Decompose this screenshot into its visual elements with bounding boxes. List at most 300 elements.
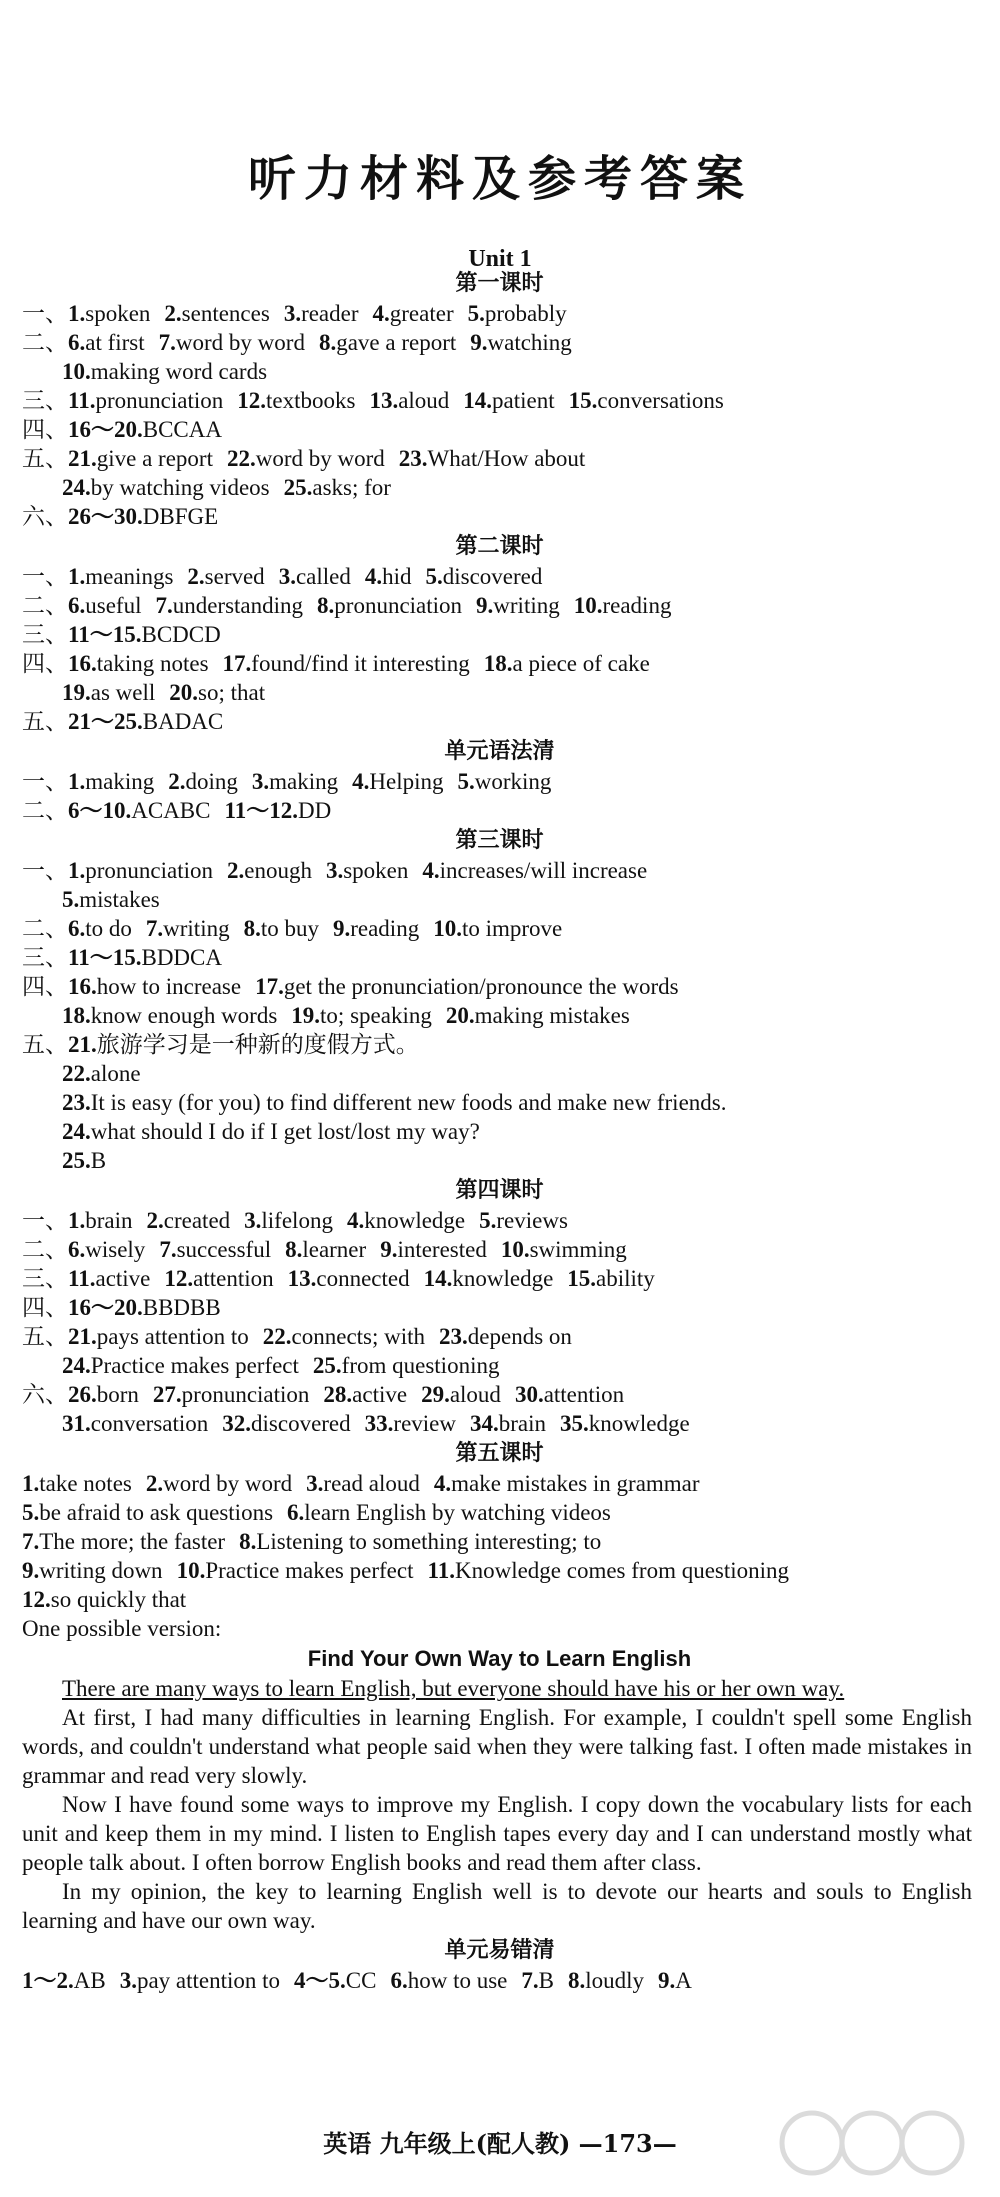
answer-line [22,1146,977,1175]
answer-text: pay attention to [136,1968,281,1993]
question-group-prefix: 六、 [22,1382,68,1407]
question-number: 8. [567,1968,586,1993]
answer-text: knowledge [364,1208,466,1233]
answer-item [22,1529,225,1554]
answer-text: active [95,1266,151,1291]
question-number: 8. [317,593,335,618]
answer-item [187,564,264,589]
answer-text: spoken [85,301,151,326]
question-number: 21. [68,446,97,471]
answer-text: attention [193,1266,274,1291]
answer-item [62,1061,141,1086]
question-number: 23. [62,1090,91,1115]
answer-line [22,1409,977,1438]
answer-text: how to use [407,1968,508,1993]
question-number: 27. [152,1382,182,1407]
answer-item [22,1587,186,1612]
answer-text: mistakes [79,887,160,912]
answer-item [279,564,351,589]
answer-line [22,1556,977,1585]
answer-line [22,943,977,972]
answer-item [22,1500,273,1525]
question-number: 20. [445,1003,475,1028]
answer-text: making mistakes [474,1003,630,1028]
answer-item [424,1266,554,1291]
question-number: 11～15. [68,622,142,647]
answer-line [22,1966,977,1995]
answer-line [22,1264,977,1293]
answer-line [22,357,977,386]
question-number: 7. [158,330,176,355]
question-number: 17. [255,974,284,999]
answer-text: from questioning [341,1353,500,1378]
question-group-prefix: 六、 [22,504,68,529]
answer-text: 旅游学习是一种新的度假方式。 [96,1032,419,1057]
question-number: 12. [22,1587,51,1612]
answer-line [22,767,977,796]
answer-item [62,680,155,705]
answer-line [22,1585,977,1614]
answer-item [225,798,332,823]
question-number: 5. [22,1500,40,1525]
question-number: 10. [500,1237,530,1262]
answer-item [22,1558,163,1583]
question-number: 1. [22,1471,40,1496]
answer-text: reviews [496,1208,568,1233]
answer-text: wisely [85,1237,146,1262]
answer-text: sentences [181,301,270,326]
answer-text: pronunciation [95,388,224,413]
answer-text: pronunciation [181,1382,310,1407]
answer-text: reader [301,301,359,326]
question-number: 25. [283,475,313,500]
question-number: 6. [68,593,86,618]
question-group-prefix: 一、 [22,858,68,883]
section-heading: 单元易错清 [444,1938,555,1963]
answer-item [153,1382,310,1407]
answer-text: alone [90,1061,141,1086]
answer-text: to; speaking [320,1003,432,1028]
answer-line [22,796,977,825]
question-number: 16～20. [68,1295,143,1320]
answer-text: BBDBB [142,1295,221,1320]
answer-item [323,1382,407,1407]
answer-item [155,593,303,618]
answer-text: making word cards [90,359,268,384]
answer-item [22,1968,106,1993]
answer-item [287,1500,611,1525]
answer-item [239,1529,601,1554]
answer-item [284,301,359,326]
question-number: 8. [285,1237,303,1262]
question-number: 12. [164,1266,194,1291]
page-title: 听力材料及参考答案 [247,151,752,207]
answer-item [468,301,567,326]
question-number: 16. [68,651,97,676]
answer-text: Practice makes perfect [90,1353,299,1378]
answer-text: by watching videos [90,475,270,500]
question-number: 19. [291,1003,321,1028]
question-number: 30. [514,1382,544,1407]
question-group-prefix: 五、 [22,1324,68,1349]
question-number: 7. [145,916,164,941]
question-number: 9. [22,1558,40,1583]
answer-text: knowledge [588,1411,690,1436]
answer-line [22,1030,977,1059]
answer-item [294,1968,376,1993]
answer-text: B [538,1968,554,1993]
answer-item [288,1266,410,1291]
answer-item [223,651,470,676]
answer-item [352,769,443,794]
question-number: 4～5. [294,1968,346,1993]
question-number: 9. [470,330,488,355]
answer-item [146,1471,292,1496]
question-number: 10. [176,1558,206,1583]
answer-item [68,651,209,676]
question-number: 1～2. [22,1968,74,1993]
answer-item [470,330,572,355]
answer-line [22,856,977,885]
answer-line [22,415,977,444]
answer-text: increases/will increase [439,858,648,883]
question-number: 2. [187,564,205,589]
answer-text: to do [85,916,132,941]
question-number: 21. [68,1324,97,1349]
answer-text: conversation [90,1411,209,1436]
question-number: 4. [433,1471,452,1496]
answer-text: writing [493,593,560,618]
answer-item [68,301,150,326]
section-heading: 第三课时 [455,828,544,853]
question-group-prefix: 三、 [22,1266,68,1291]
question-number: 9. [658,1968,676,1993]
question-number: 8. [239,1529,257,1554]
question-group-prefix: 一、 [22,301,68,326]
answer-line [22,1469,977,1498]
question-number: 2. [146,1208,164,1233]
answer-text: brain [85,1208,133,1233]
question-number: 28. [323,1382,353,1407]
answer-text: taking notes [96,651,209,676]
answer-item [22,1616,221,1641]
question-number: 1. [68,1208,86,1233]
answer-item [326,858,408,883]
answer-text: get the pronunciation/pronounce the words [283,974,679,999]
answer-text: review [393,1411,456,1436]
answer-text: AB [73,1968,106,1993]
essay-paragraph: There are many ways to learn English, but everyone should have his or her own way. [62,1676,845,1701]
answer-line [22,1059,977,1088]
answer-text: pronunciation [85,858,213,883]
question-number: 1. [68,858,86,883]
answer-text: how to increase [96,974,242,999]
answer-text: BCDCD [141,622,221,647]
question-group-prefix: 二、 [22,1237,68,1262]
answer-item [291,1003,432,1028]
answer-text: BCCAA [142,417,222,442]
answer-text: served [204,564,265,589]
answer-text: a piece of cake [512,651,650,676]
answer-item [68,945,222,970]
question-number: 2. [227,858,245,883]
answer-item [68,417,222,442]
answer-line [22,1117,977,1146]
question-number: 10. [62,359,91,384]
question-number: 22. [262,1324,292,1349]
answer-text: so; that [198,680,266,705]
question-number: 13. [287,1266,317,1291]
answer-text: spoken [343,858,409,883]
question-number: 5. [467,301,485,326]
answer-item [68,446,213,471]
answer-text: word by word [255,446,385,471]
question-number: 24. [62,1353,91,1378]
answer-text: reading [602,593,672,618]
answer-item [380,1237,487,1262]
answer-text: give a report [96,446,213,471]
question-group-prefix: 四、 [22,974,68,999]
question-number: 14. [423,1266,453,1291]
answer-item [284,475,391,500]
answer-item [68,1324,249,1349]
answer-item [62,1148,106,1173]
question-number: 11. [427,1558,455,1583]
question-number: 34. [469,1411,499,1436]
question-number: 15. [567,1266,597,1291]
answer-item [68,388,223,413]
question-number: 33. [364,1411,394,1436]
answer-text: to improve [461,916,563,941]
answer-item [168,769,238,794]
answer-item [146,916,230,941]
answer-text: It is easy (for you) to find different new foods and make new friends. [90,1090,727,1115]
question-number: 21～25. [68,709,143,734]
answer-text: found/find it interesting [251,651,470,676]
essay-paragraph: Now I have found some ways to improve my English. I copy down the vocabulary lists for each unit and keep them in my mind. I listen to English tapes every day and I can understand mostly what people talk about. I often borrow English books and read them after class. [22,1792,972,1875]
answer-item [62,1353,299,1378]
answer-item [521,1968,554,1993]
answer-text: patient [492,388,555,413]
answer-text: reading [350,916,420,941]
answer-item [68,1237,145,1262]
question-number: 8. [243,916,261,941]
question-number: 22. [226,446,256,471]
answer-line [22,914,977,943]
question-number: 20. [169,680,199,705]
question-number: 25. [62,1148,91,1173]
answer-item [317,593,462,618]
answer-item [255,974,678,999]
answer-text: be afraid to ask questions [39,1500,274,1525]
answer-item [567,1266,655,1291]
answer-line [22,1380,977,1409]
answer-item [252,769,338,794]
question-number: 6. [68,1237,86,1262]
question-group-prefix: 二、 [22,916,68,941]
question-group-prefix: 二、 [22,798,68,823]
question-number: 11～15. [68,945,142,970]
answer-item [120,1968,280,1993]
answer-item [68,858,213,883]
answer-item [68,798,211,823]
answer-item [446,1003,630,1028]
question-group-prefix: 四、 [22,417,68,442]
question-number: 3. [251,769,270,794]
answer-line [22,562,977,591]
answer-line [22,1498,977,1527]
question-number: 4. [346,1208,365,1233]
answer-item [68,564,173,589]
answer-item [244,916,319,941]
question-number: 16～20. [68,417,143,442]
question-group-prefix: 四、 [22,651,68,676]
answer-text: ACABC [131,798,211,823]
answer-text: useful [85,593,142,618]
answer-item [222,1411,350,1436]
answer-item [333,916,419,941]
answer-text: knowledge [452,1266,554,1291]
answer-line [22,1088,977,1117]
answer-text: Knowledge comes from questioning [454,1558,790,1583]
answer-item [68,1382,139,1407]
answer-line [22,1001,977,1030]
question-number: 12. [237,388,266,413]
answer-item [313,1353,500,1378]
question-number: 21. [68,1032,97,1057]
essay-title: Find Your Own Way to Learn English [307,1646,692,1671]
answer-text: One possible version: [22,1616,222,1641]
answer-text: at first [85,330,145,355]
question-number: 5. [62,887,80,912]
answer-item [369,388,449,413]
question-number: 31. [62,1411,91,1436]
answer-content [22,268,977,1995]
question-group-prefix: 三、 [22,945,68,970]
answer-item [244,1208,333,1233]
answer-item [68,593,141,618]
answer-item [569,388,724,413]
question-number: 5. [479,1208,497,1233]
watermark-logo-icon [772,2103,982,2189]
answer-item [285,1237,366,1262]
question-number: 35. [560,1411,589,1436]
question-number: 7. [521,1968,539,1993]
question-number: 32. [222,1411,252,1436]
question-number: 3. [119,1968,137,1993]
question-number: 5. [425,564,443,589]
answer-item [463,388,554,413]
unit-heading: Unit 1 [468,246,532,272]
answer-text: enough [244,858,312,883]
answer-text: word by word [163,1471,293,1496]
question-group-prefix: 二、 [22,593,68,618]
question-group-prefix: 一、 [22,564,68,589]
question-number: 11～12. [224,798,298,823]
answer-item [62,1411,208,1436]
answer-item [365,1411,456,1436]
question-number: 4. [372,301,390,326]
answer-text: swimming [529,1237,627,1262]
answer-text: learn English by watching videos [304,1500,611,1525]
answer-text: discovered [442,564,543,589]
answer-item [68,622,221,647]
answer-text: learner [302,1237,367,1262]
answer-item [439,1324,572,1349]
answer-line [22,473,977,502]
answer-text: working [474,769,552,794]
answer-text: doing [185,769,238,794]
answer-item [147,1208,231,1233]
answer-line [22,972,977,1001]
answer-text: know enough words [90,1003,278,1028]
answer-item [159,1237,271,1262]
answer-text: as well [90,680,156,705]
answer-text: greater [389,301,454,326]
answer-item [390,1968,507,1993]
answer-text: aloud [449,1382,501,1407]
question-number: 24. [62,1119,91,1144]
question-group-prefix: 一、 [22,769,68,794]
answer-line [22,885,977,914]
answer-text: successful [176,1237,272,1262]
answer-item [568,1968,644,1993]
answer-item [164,301,269,326]
question-number: 29. [421,1382,450,1407]
answer-item [68,330,145,355]
answer-line [22,1351,977,1380]
answer-text: Practice makes perfect [205,1558,414,1583]
question-group-prefix: 三、 [22,388,68,413]
answer-item [421,1382,501,1407]
answer-text: textbooks [265,388,356,413]
answer-item [177,1558,414,1583]
answer-line [22,299,977,328]
answer-item [237,388,355,413]
answer-item [319,330,456,355]
answer-item [399,446,586,471]
question-number: 2. [145,1471,164,1496]
question-number: 13. [369,388,399,413]
question-number: 3. [306,1471,324,1496]
answer-item [306,1471,420,1496]
answer-item [458,769,552,794]
question-number: 1. [68,564,86,589]
question-number: 6～10. [68,798,132,823]
answer-text: lifelong [261,1208,333,1233]
answer-text: BADAC [142,709,224,734]
question-group-prefix: 二、 [22,330,68,355]
answer-line [22,1322,977,1351]
answer-text: understanding [172,593,304,618]
question-number: 7. [159,1237,177,1262]
question-number: 25. [312,1353,342,1378]
answer-text: making [269,769,339,794]
answer-text: called [295,564,351,589]
answer-line [22,678,977,707]
answer-item [476,593,560,618]
answer-text: Helping [369,769,444,794]
answer-line [22,1527,977,1556]
answer-item [501,1237,627,1262]
answer-text: attention [543,1382,625,1407]
answer-text: so quickly that [50,1587,187,1612]
answer-line [22,591,977,620]
question-number: 26. [68,1382,97,1407]
question-number: 7. [155,593,173,618]
answer-line [22,707,977,736]
answer-item [263,1324,425,1349]
